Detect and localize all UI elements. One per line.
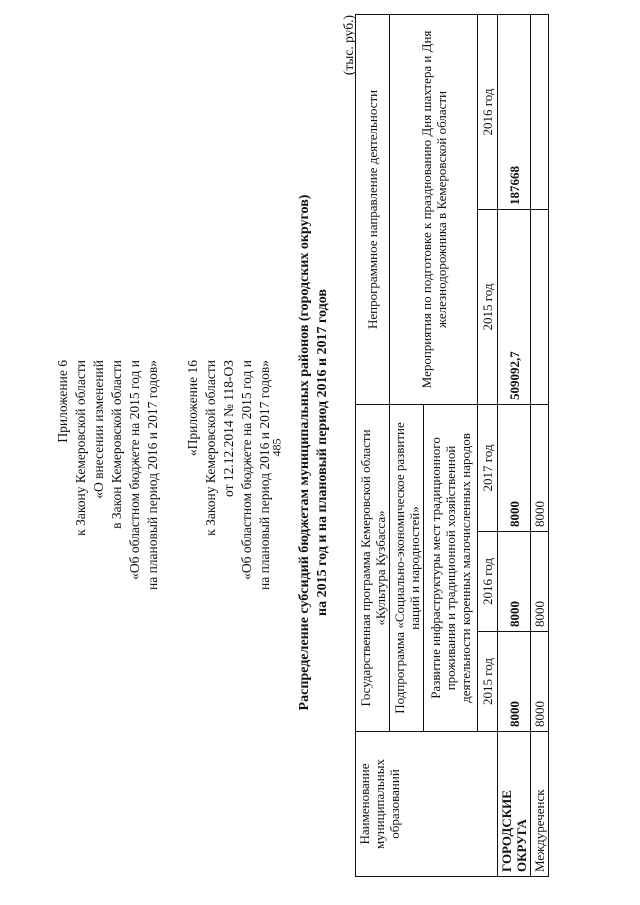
appendix-sub-line: от 12.12.2014 № 118-ОЗ	[221, 360, 236, 497]
header-activity: Мероприятия по подготовке к празднованию Дня шахтера и Дня железнодорожника в Кемеровской области	[390, 14, 478, 404]
appendix-main-line: Приложение 6	[55, 360, 70, 443]
table-row	[498, 14, 531, 876]
row-name: ГОРОДСКИЕ ОКРУГА	[498, 732, 531, 877]
header-year: 2016 год	[478, 14, 498, 209]
page-number: 485	[269, 438, 284, 457]
header-subprogram: Подпрограмма «Социально-экономическое развитие наций и народностей»	[390, 404, 424, 731]
row-value: 187668	[498, 14, 531, 209]
row-value: 8000	[531, 404, 549, 531]
header-year: 2017 год	[478, 404, 498, 531]
table-row	[531, 14, 549, 876]
header-year: 2015 год	[478, 632, 498, 732]
row-value: 8000	[498, 404, 531, 531]
header-program: Государственная программа Кемеровской области «Культура Кузбасса»	[356, 404, 390, 731]
row-value: 8000	[531, 632, 549, 732]
appendix-sub-line: «Приложение 16	[185, 360, 200, 457]
subsidy-table	[355, 14, 549, 877]
header-nonprogram: Непрограммное направление деятельности	[356, 14, 390, 404]
appendix-main-line: к Закону Кемеровской области	[73, 360, 88, 536]
document-subtitle: на 2015 год и на плановый период 2016 и 2017 годов	[315, 289, 330, 616]
header-measure: Развитие инфраструктуры мест традиционного проживания и традиционной хозяйственной деятельности коренных малочисленных народов	[424, 404, 478, 731]
header-year: 2015 год	[478, 209, 498, 404]
appendix-sub	[184, 360, 274, 590]
appendix-main-line: в Закон Кемеровской области	[109, 360, 124, 529]
row-value	[531, 209, 549, 404]
appendix-main-line: «Об областном бюджете на 2015 год и	[127, 360, 142, 580]
row-value	[531, 14, 549, 209]
row-value: 8000	[498, 532, 531, 632]
appendix-sub-line: «Об областном бюджете на 2015 год и	[239, 360, 254, 580]
row-value: 8000	[498, 632, 531, 732]
appendix-main-line: на плановый период 2016 и 2017 годов»	[145, 360, 160, 591]
row-value: 509092,7	[498, 209, 531, 404]
header-year: 2016 год	[478, 532, 498, 632]
appendix-sub-line: на плановый период 2016 и 2017 годов»	[257, 360, 272, 591]
appendix-sub-line: к Закону Кемеровской области	[203, 360, 218, 536]
header-municipality: Наименование муниципальных образований	[356, 732, 498, 877]
row-name: Междуреченск	[531, 732, 549, 877]
appendix-main	[54, 360, 162, 590]
document-title: Распределение субсидий бюджетам муниципальных районов (городских округов)	[297, 194, 312, 711]
units-label: (тыс. руб.)	[341, 15, 356, 76]
row-value: 8000	[531, 532, 549, 632]
appendix-main-line: «О внесении изменений	[91, 360, 106, 499]
